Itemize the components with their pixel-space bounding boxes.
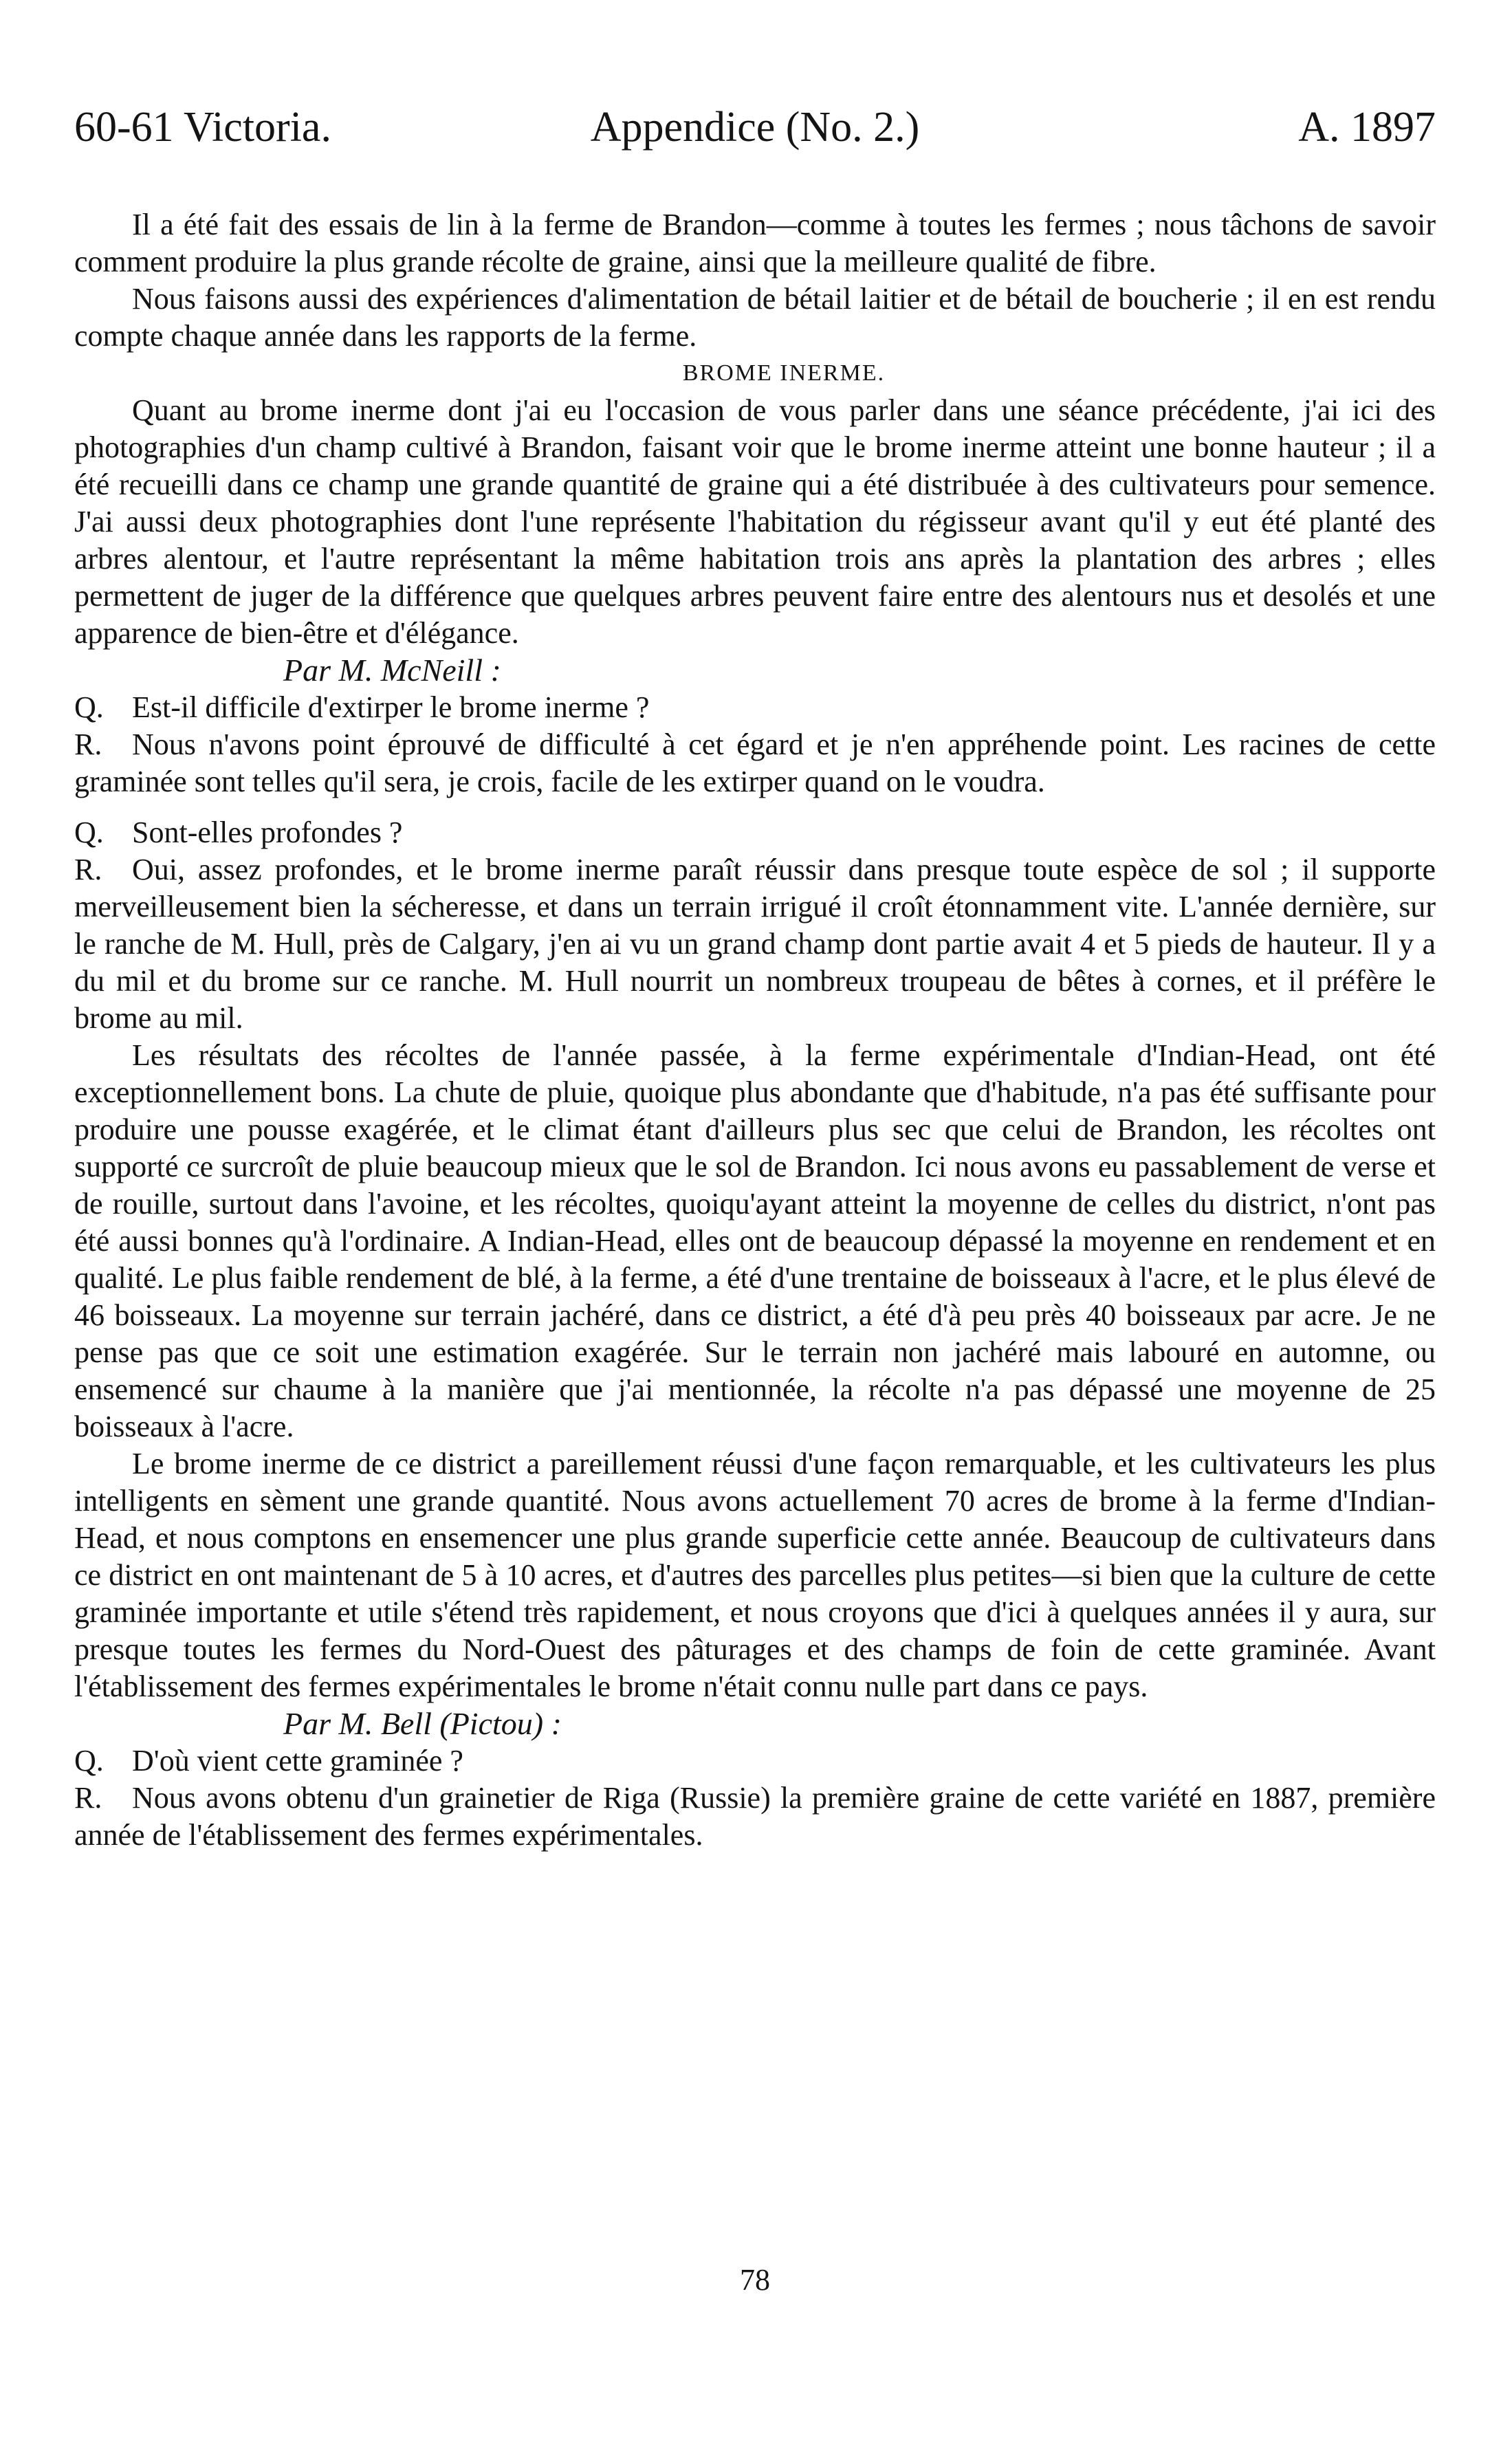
header-appendix: Appendice (No. 2.): [590, 104, 920, 151]
speaker-bell: Par M. Bell (Pictou) :: [283, 1706, 562, 1741]
answer-text: Nous n'avons point éprouvé de difficulté à cet égard et je n'en appréhende point. Les racines de cette graminée sont telles qu'il sera, je crois, facile de les extirper quand on le voudra.: [74, 728, 1436, 798]
question-label: Q.: [74, 816, 104, 849]
paragraph-flax-trials: Il a été fait des essais de lin à la ferme de Brandon—comme à toutes les fermes ; nous tâchons de savoir comment produire la plus grande récolte de graine, ainsi que la meilleure qualité de fibre.: [74, 208, 1436, 278]
question-text: Sont-elles profondes ?: [132, 816, 403, 849]
paragraph-indian-head-results: Les résultats des récoltes de l'année passée, à la ferme expérimentale d'Indian-Head, ont été exceptionnellement bons. La chute de pluie, quoique plus abondante que d'habitude, n'a pas été suffisante pour produire une pousse exagérée, et le climat étant d'ailleurs plus sec que celui de Brandon, les récoltes ont supporté ce surcroît de pluie beaucoup mieux que le sol de Brandon. Ici nous avons eu passablement de verse et de rouille, surtout dans l'avoine, et les récoltes, quoiqu'ayant atteint la moyenne de celles du district, n'ont pas été aussi bonnes qu'à l'ordinaire. A Indian-Head, elles ont de beaucoup dépassé la moyenne en rendement et en qualité. Le plus faible rendement de blé, à la ferme, a été d'une trentaine de boisseaux à l'acre, et le plus élevé de 46 boisseaux. La moyenne sur terrain jachéré, dans ce district, a été d'à peu près 40 boisseaux par acre. Je ne pense pas que ce soit une estimation exagérée. Sur le terrain non jachéré mais labouré en automne, ou ensemencé sur chaume à la manière que j'ai mentionnée, la récolte n'a pas dépassé une moyenne de 25 boisseaux à l'acre.: [74, 1038, 1436, 1443]
answer-2: [74, 851, 1436, 1037]
question-2: [74, 814, 1436, 851]
speaker-mcneill: Par M. McNeill :: [283, 653, 501, 688]
question-1: [74, 689, 1436, 726]
answer-label: R.: [74, 728, 102, 761]
page-header: [74, 96, 1436, 158]
answer-label: R.: [74, 853, 102, 886]
page-number: 78: [740, 2263, 770, 2297]
answer-text: Nous avons obtenu d'un grainetier de Riga (Russie) la première graine de cette variété en 1887, première année de l'établissement des fermes expérimentales.: [74, 1781, 1436, 1852]
question-text: D'où vient cette graminée ?: [132, 1744, 463, 1778]
document-page: [74, 0, 1436, 2461]
header-year: A. 1897: [1298, 104, 1436, 151]
question-label: Q.: [74, 690, 104, 724]
paragraph-brome-photographs: Quant au brome inerme dont j'ai eu l'occasion de vous parler dans une séance précédente, j'ai ici des photographies d'un champ cultivé à Brandon, faisant voir que le brome inerme atteint une bonne hauteur ; il a été recueilli dans ce champ une grande quantité de graine qui a été distribuée à des cultivateurs pour semence. J'ai aussi deux photographies dont l'une représente l'habitation du régisseur avant qu'il y eut été planté des arbres alentour, et l'autre représentant la même habitation trois ans après la plantation des arbres ; elles permettent de juger de la différence que quelques arbres peuvent faire entre des alentours nus et desolés et une apparence de bien-être et d'élégance.: [74, 393, 1436, 650]
answer-1: [74, 726, 1436, 800]
paragraph-feeding-experiments: Nous faisons aussi des expériences d'alimentation de bétail laitier et de bétail de boucherie ; il en est rendu compte chaque année dans les rapports de la ferme.: [74, 282, 1436, 353]
answer-label: R.: [74, 1781, 102, 1815]
paragraph-brome-district: Le brome inerme de ce district a pareillement réussi d'une façon remarquable, et les cultivateurs les plus intelligents en sèment une grande quantité. Nous avons actuellement 70 acres de brome à la ferme d'Indian-Head, et nous comptons en ensemencer une plus grande superficie cette année. Beaucoup de cultivateurs dans ce district en ont maintenant de 5 à 10 acres, et d'autres des parcelles plus petites—si bien que la culture de cette graminée importante et utile s'étend très rapidement, et nous croyons que d'ici à quelques années il y aura, sur presque toutes les fermes du Nord-Ouest des pâturages et des champs de foin de cette graminée. Avant l'établissement des fermes expérimentales le brome n'était connu nulle part dans ce pays.: [74, 1447, 1436, 1703]
answer-3: [74, 1780, 1436, 1854]
question-label: Q.: [74, 1744, 104, 1778]
question-text: Est-il difficile d'extirper le brome inerme ?: [132, 690, 650, 724]
header-session: 60-61 Victoria.: [74, 104, 331, 151]
question-3: [74, 1742, 1436, 1780]
answer-text: Oui, assez profondes, et le brome inerme paraît réussir dans presque toute espèce de sol ; il supporte merveilleusement bien la sécheresse, et dans un terrain irrigué il croît étonnamment vite. L'année dernière, sur le ranche de M. Hull, près de Calgary, j'en ai vu un grand champ dont partie avait 4 et 5 pieds de hauteur. Il y a du mil et du brome sur ce ranche. M. Hull nourrit un nombreux troupeau de bêtes à cornes, et il préfère le brome au mil.: [74, 853, 1436, 1035]
page-body: [74, 206, 1436, 1854]
section-heading: BROME INERME.: [682, 360, 886, 386]
